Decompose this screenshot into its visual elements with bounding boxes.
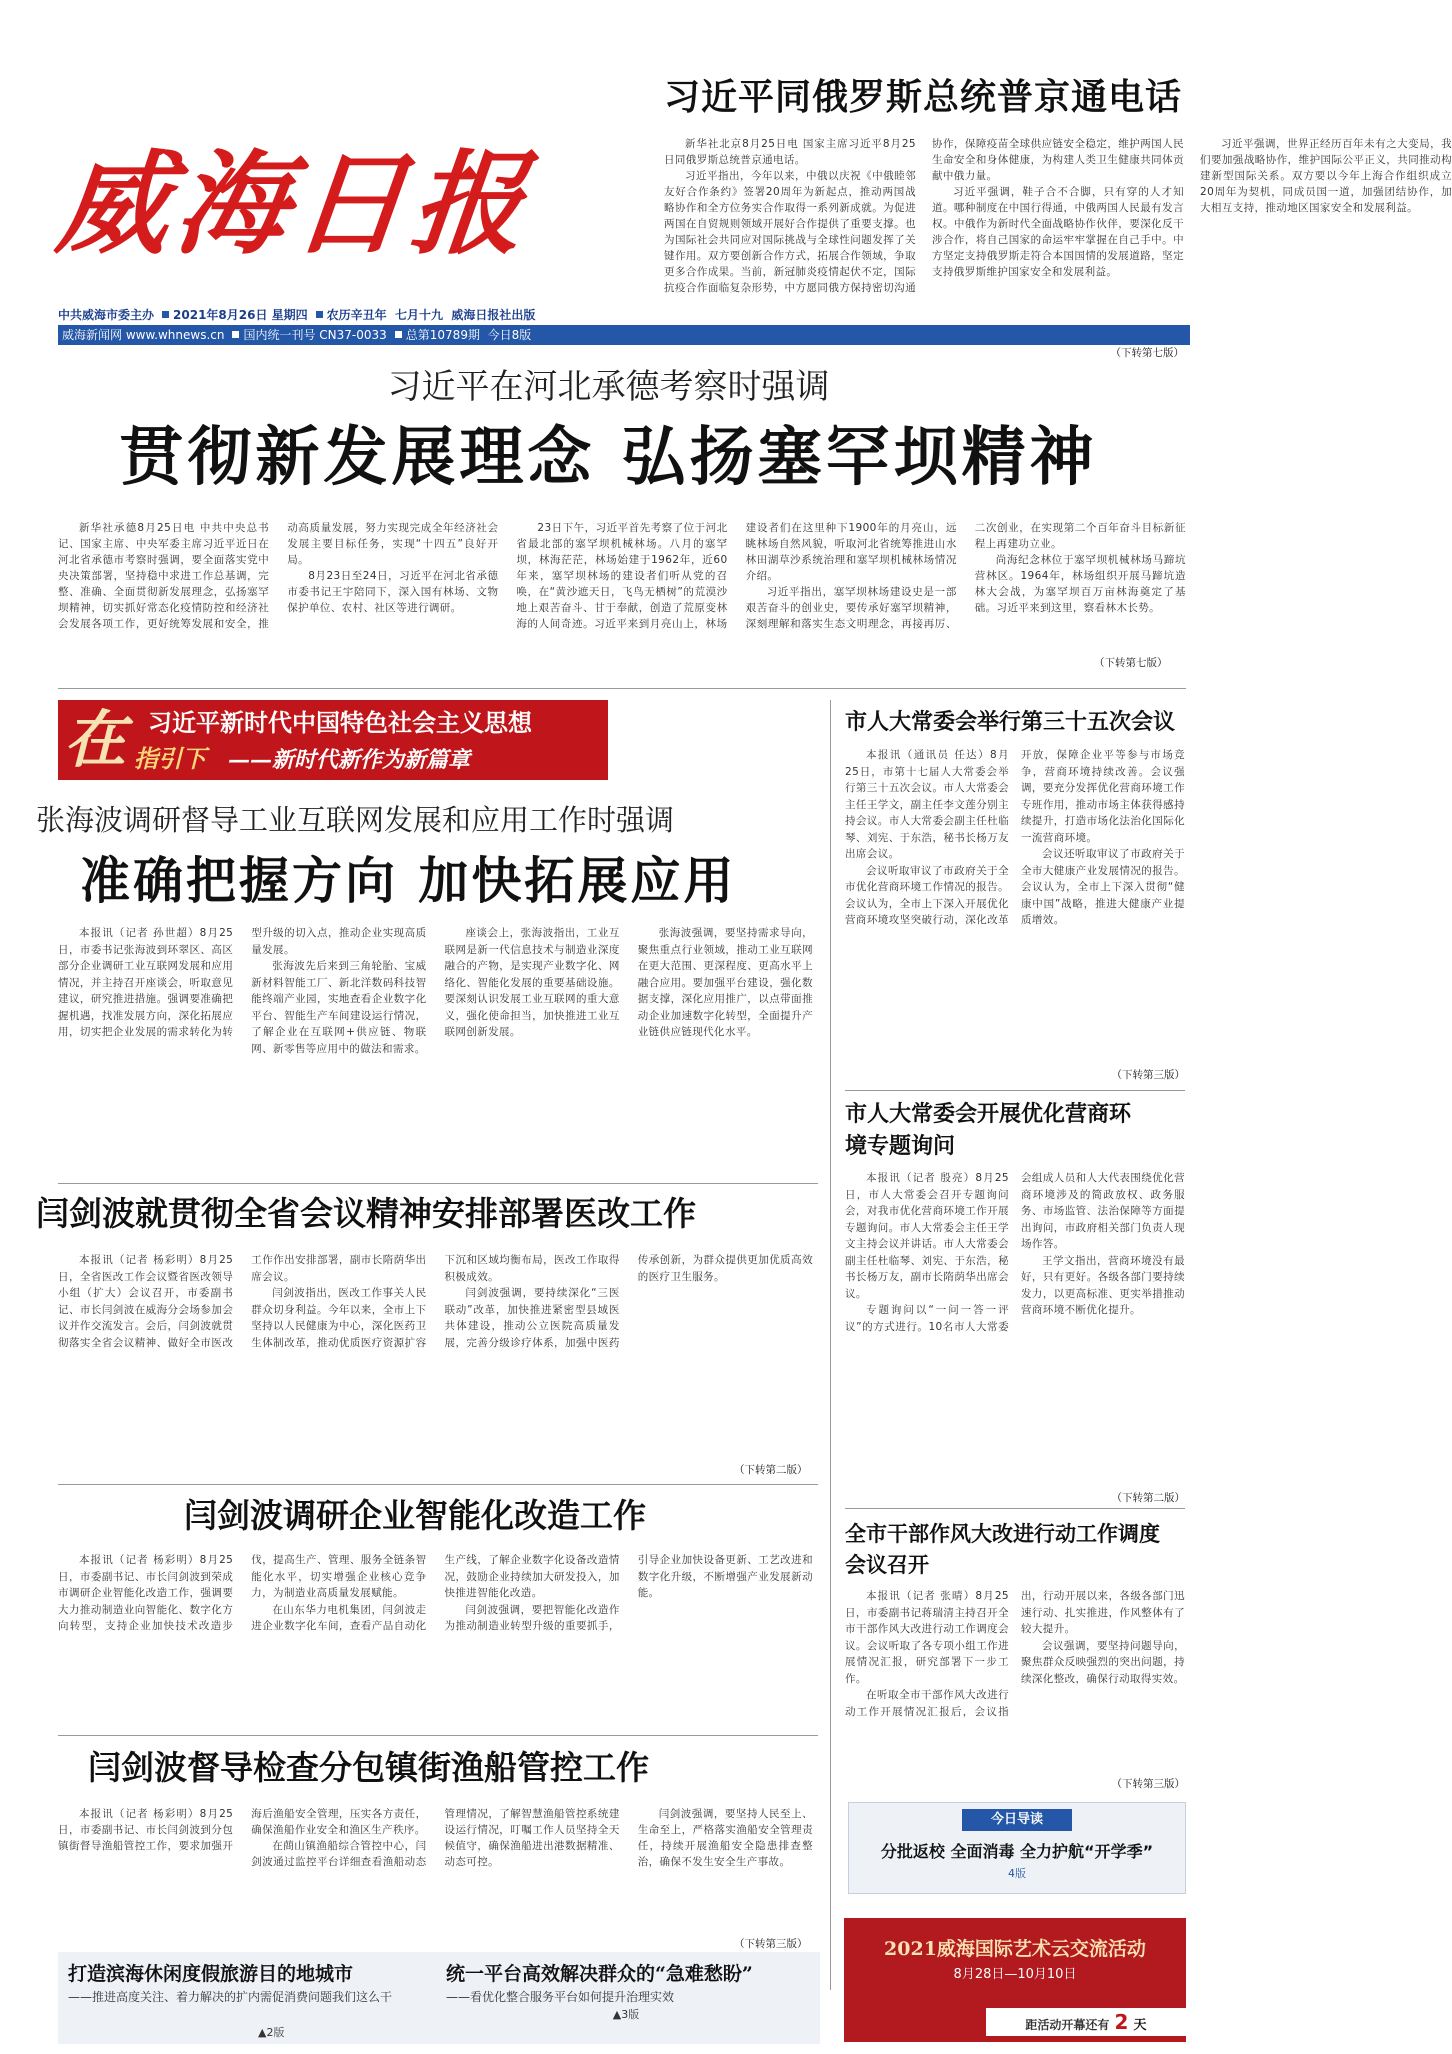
teaser-2[interactable]: 统一平台高效解决群众的“急难愁盼” ——看优化整合服务平台如何提升治理实效 ▲3版 [446, 1963, 753, 2021]
masthead-info: 中共威海市委主办 2021年8月26日 星期四 农历辛丑年 七月十九 威海日报社出版 [58, 308, 536, 322]
zhang-title: 准确把握方向 加快拓展应用 [80, 851, 737, 910]
ad-title: 2021威海国际艺术云交流活动 [884, 1938, 1146, 1960]
ad-dates: 8月28日—10月10日 [953, 1967, 1077, 1982]
lead-kicker: 习近平在河北承德考察时强调 [387, 367, 830, 407]
teaser-1[interactable]: 打造滨海休闲度假旅游目的地城市 ——推进高度关注、着力解决的扩内需促消费问题我们这么干 ▲2版 [68, 1963, 393, 2039]
fish-body: 本报讯（记者 杨彩明）8月25日，市委副书记、市长闫剑波到分包镇街督导渔船管控工作，要求加强开海后渔船安全管理，压实各方责任，确保渔船作业安全和渔区生产秩序。 在蔄山镇渔船综合管控中心，闫剑波通过监控平台详细查看渔船动态管理情况，了解智慧渔船管控系统建设运行情况，叮嘱工作人员坚持全天候值守，确保渔船进出港数据精准、动态可控。 闫剑波强调，要坚持人民至上、生命至上，严格落实渔船安全管理责任，持续开展渔船安全隐患排查整治，确保不发生安全生产事故。 [58, 1808, 813, 1868]
yan1-body: 本报讯（记者 杨彩明）8月25日，全省医改工作会议暨省医改领导小组（扩大）会议召开，市委副书记、市长闫剑波在威海分会场参加会议并作交流发言。会后，闫剑波就贯彻落实全省会议精神、做好全市医改工作作出安排部署，副市长隋荫华出席会议。 闫剑波指出，医改工作事关人民群众切身利益。今年以来，全市上下坚持以人民健康为中心，深化医药卫生体制改革，推动优质医疗资源扩容下沉和区域均衡布局，医改工作取得积极成效。 闫剑波强调，要持续深化“三医联动”改革，加快推进紧密型县域医共体建设，推动公立医院高质量发展，完善分级诊疗体系，加强中医药传承创新，为群众提供更加优质高效的医疗卫生服务。 [58, 1254, 813, 1349]
website-link[interactable]: 威海新闻网 www.whnews.cn [62, 328, 225, 342]
lead-body: 新华社承德8月25日电 中共中央总书记、国家主席、中央军委主席习近平近日在河北省承德市考察时强调，要全面落实党中央决策部署，坚持稳中求进工作总基调，完整、准确、全面贯彻新发展理念，弘扬塞罕坝精神，切实抓好常态化疫情防控和经济社会发展各项工作，更好统筹发展和安全，推动高质量发展，努力实现完成全年经济社会发展主要目标任务，实现“十四五”良好开局。 8月23日至24日，习近平在河北省承德市委书记王宇陪同下，深入国有林场、文物保护单位、农村、社区等进行调研。 23日下午，习近平首先考察了位于河北省最北部的塞罕坝机械林场。八月的塞罕坝，林海茫茫，林场始建于1962年，近60年来，塞罕坝林场的建设者们听从党的召唤，在“黄沙遮天日，飞鸟无栖树”的荒漠沙地上艰苦奋斗、甘于奉献，创造了荒原变林海的人间奇迹。习近平来到月亮山上，林场建设者们在这里种下1900年的月亮山，远眺林场自然风貌，听取河北省统筹推进山水林田湖草沙系统治理和塞罕坝机械林场情况介绍。 习近平指出，塞罕坝林场建设史是一部艰苦奋斗的创业史，要传承好塞罕坝精神，深刻理解和落实生态文明理念，再接再厉、二次创业，在实现第二个百年奋斗目标新征程上再建功立业。 尚海纪念林位于塞罕坝机械林场马蹄坑营林区。1964年，林场组织开展马蹄坑造林大会战，为塞罕坝百万亩林海奠定了基础。习近平来到这里，察看林木长势。 [58, 522, 1186, 630]
yan1-title: 闫剑波就贯彻全省会议精神安排部署医改工作 [36, 1194, 696, 1233]
zhang-body: 本报讯（记者 孙世超）8月25日，市委书记张海波到环翠区、高区部分企业调研工业互联网发展和应用情况，并主持召开座谈会，听取意见建议，研究推进措施。强调要准确把握机遇，找准发展方向，深化拓展应用，切实把企业发展的需求转化为转型升级的切入点，推动企业实现高质量发展。 张海波先后来到三角轮胎、宝威新材料智能工厂、新北洋数码科技智能终端产业园，实地查看企业数字化平台、智能生产车间建设运行情况，了解企业在互联网+供应链、物联网、新零售等应用中的做法和需求。 座谈会上，张海波指出，工业互联网是新一代信息技术与制造业深度融合的产物，是实现产业数字化、网络化、智能化发展的重要基础设施。要深刻认识发展工业互联网的重大意义，强化使命担当，加快推进工业互联网创新发展。 张海波强调，要坚持需求导向，聚焦重点行业领域，推动工业互联网在更大范围、更深程度、更高水平上融合应用。要加强平台建设，强化数据支撑，深化应用推广，以点带面推动企业加速数字化转型，全面提升产业链供应链现代化水平。 [58, 927, 813, 1055]
lead-title: 贯彻新发展理念 弘扬塞罕坝精神 [119, 420, 1098, 495]
banner-line2: 指引下 [134, 744, 206, 773]
banner-line1: 习近平新时代中国特色社会主义思想 [148, 709, 532, 737]
teaser-box [58, 1952, 820, 2044]
guide-page: 4版 [1008, 1867, 1026, 1880]
divider [58, 688, 1186, 689]
thought-banner [58, 700, 608, 780]
npc1-title: 市人大常委会举行第三十五次会议 [845, 709, 1176, 735]
fish-continue: （下转第三版） [730, 1936, 808, 1951]
yan2-body: 本报讯（记者 杨彩明）8月25日，市委副书记、市长闫剑波到荣成市调研企业智能化改造工作，强调要大力推动制造业向智能化、数字化方向转型，支持企业加快技术改造步伐，提高生产、管理、服务全链条智能化水平，切实增强企业核心竞争力，为制造业高质量发展赋能。 在山东华力电机集团，闫剑波走进企业数字化车间，查看产品自动化生产线，了解企业数字化设备改造情况，鼓励企业持续加大研发投入，加快推进智能化改造。 闫剑波强调，要把智能化改造作为推动制造业转型升级的重要抓手，引导企业加快设备更新、工艺改进和数字化升级，不断增强产业发展新动能。 [58, 1554, 813, 1632]
npc-story-1: 市人大常委会举行第三十五次会议 本报讯（通讯员 任达）8月25日，市第十七届人大常委会举行第三十五次会议。市人大常委会主任王学文，副主任李文莲分别主持会议。市人大常委会副主任杜临琴、刘宪、于东浩，秘书长杨万友出席会议。 会议听取审议了市政府关于全市优化营商环境工作情况的报告。会议认为，全市上下深入开展优化营商环境攻坚突破行动，深化改革开放，保障企业平等参与市场竞争，营商环境持续改善。会议强调，要充分发挥优化营商环境工作专班作用，推动市场主体获得感持续提升，打造市场化法治化国际化一流营商环境。 会议还听取审议了市政府关于全市大健康产业发展情况的报告。会议认为，全市上下深入贯彻“健康中国”战略，推进大健康产业提质增效。 （下转第三版） [845, 705, 1185, 1075]
npc-story-2: 市人大常委会开展优化营商环境专题询问 本报讯（记者 殷亮）8月25日，市人大常委会召开专题询问会，对我市优化营商环境工作开展专题询问。市人大常委会主任王学文主持会议并讲话。市人大常委会副主任杜临琴、刘宪、于东浩，秘书长杨万友，副市长隋荫华出席会议。 专题询问以“一问一答一评议”的方式进行。10名市人大常委会组成人员和人大代表围绕优化营商环境涉及的简政放权、政务服务、市场监管、法治保障等方面提出询问，市政府相关部门负责人现场作答。 王学文指出，营商环境没有最好，只有更好。各级各部门要持续发力，以更高标准、更实举措推动营商环境不断优化提升。 （下转第二版） [845, 1098, 1185, 1495]
guide-text: 分批返校 全面消毒 全力护航“开学季” [880, 1842, 1154, 1861]
banner-slogan: ——新时代新作为新篇章 [228, 747, 471, 773]
cadre-continue: （下转第三版） [1108, 1776, 1186, 1791]
cadre-title: 全市干部作风大改进行动工作调度会议召开 [845, 1521, 1160, 1577]
zhang-kicker: 张海波调研督导工业互联网发展和应用工作时强调 [36, 803, 675, 837]
today-guide[interactable] [848, 1802, 1186, 1894]
banner-char: 在 [64, 703, 127, 776]
npc1-continue: （下转第三版） [1108, 1067, 1186, 1082]
top-story-body: 新华社北京8月25日电 国家主席习近平8月25日同俄罗斯总统普京通电话。 习近平指出，今年以来，中俄以庆祝《中俄睦邻友好合作条约》签署20周年为新起点，推动两国战略协作和全方位务实合作取得一系列新成就。为促进两国在自贸规则领域开展好合作提供了重要支撑。也为国际社会共同应对国际挑战与全球性问题发挥了关键作用。双方要创新合作方式，拓展合作领域，争取更多合作成果。当前，新冠肺炎疫情起伏不定，国际抗疫合作面临复杂形势，中方愿同俄方保持密切沟通协作，保障疫苗全球供应链安全稳定，维护两国人民生命安全和身体健康，为构建人类卫生健康共同体贡献中俄力量。 习近平强调，鞋子合不合脚，只有穿的人才知道。哪种制度在中国行得通，中俄两国人民最有发言权。中俄作为新时代全面战略协作伙伴，要深化反干涉合作，将自己国家的命运牢牢掌握在自己手中。中方坚定支持俄罗斯走符合本国国情的发展道路，坚定支持俄罗斯维护国家安全和发展利益。 习近平强调，世界正经历百年未有之大变局，我们要加强战略协作，维护国际公平正义，共同推动构建新型国际关系。双方要以今年上海合作组织成立20周年为契机，同成员国一道，加强团结协作，加大相互支持，推动地区国家安全和发展利益。 [664, 138, 1452, 294]
guide-label: 今日导读 [962, 1809, 1072, 1831]
yan1-continue: （下转第二版） [730, 1462, 808, 1477]
lead-continue: （下转第七版） [1090, 655, 1168, 670]
top-story-continue: （下转第七版） [1107, 345, 1185, 360]
masthead-title: 威海日报 [51, 139, 537, 270]
fish-title: 闫剑波督导检查分包镇街渔船管控工作 [88, 1748, 649, 1787]
yan2-title: 闫剑波调研企业智能化改造工作 [184, 1496, 646, 1535]
top-story-title: 习近平同俄罗斯总统普京通电话 [664, 76, 1183, 118]
column-divider [830, 700, 831, 1990]
npc2-continue: （下转第二版） [1108, 1490, 1186, 1505]
ad-countdown: 距活动开幕还有 2 天 [986, 2008, 1186, 2036]
art-festival-ad[interactable] [844, 1918, 1186, 2042]
cadre-story: 全市干部作风大改进行动工作调度会议召开 本报讯（记者 张晴）8月25日，市委副书记蒋瑞清主持召开全市干部作风大改进行动工作调度会议。会议听取了各专项小组工作进展情况汇报，研究部署下一步工作。 在听取全市干部作风大改进行动工作开展情况汇报后，会议指出，行动开展以来，各级各部门迅速行动、扎实推进，作风整体有了较大提升。 会议强调，要坚持问题导向，聚焦群众反映强烈的突出问题，持续深化整改，确保行动取得实效。 （下转第三版） [845, 1518, 1185, 1782]
masthead-bar: 威海新闻网 www.whnews.cn 国内统一刊号 CN37-0033 总第10789期 今日8版 [58, 325, 1190, 345]
npc2-title: 市人大常委会开展优化营商环境专题询问 [845, 1101, 1132, 1159]
top-story [664, 70, 1452, 359]
